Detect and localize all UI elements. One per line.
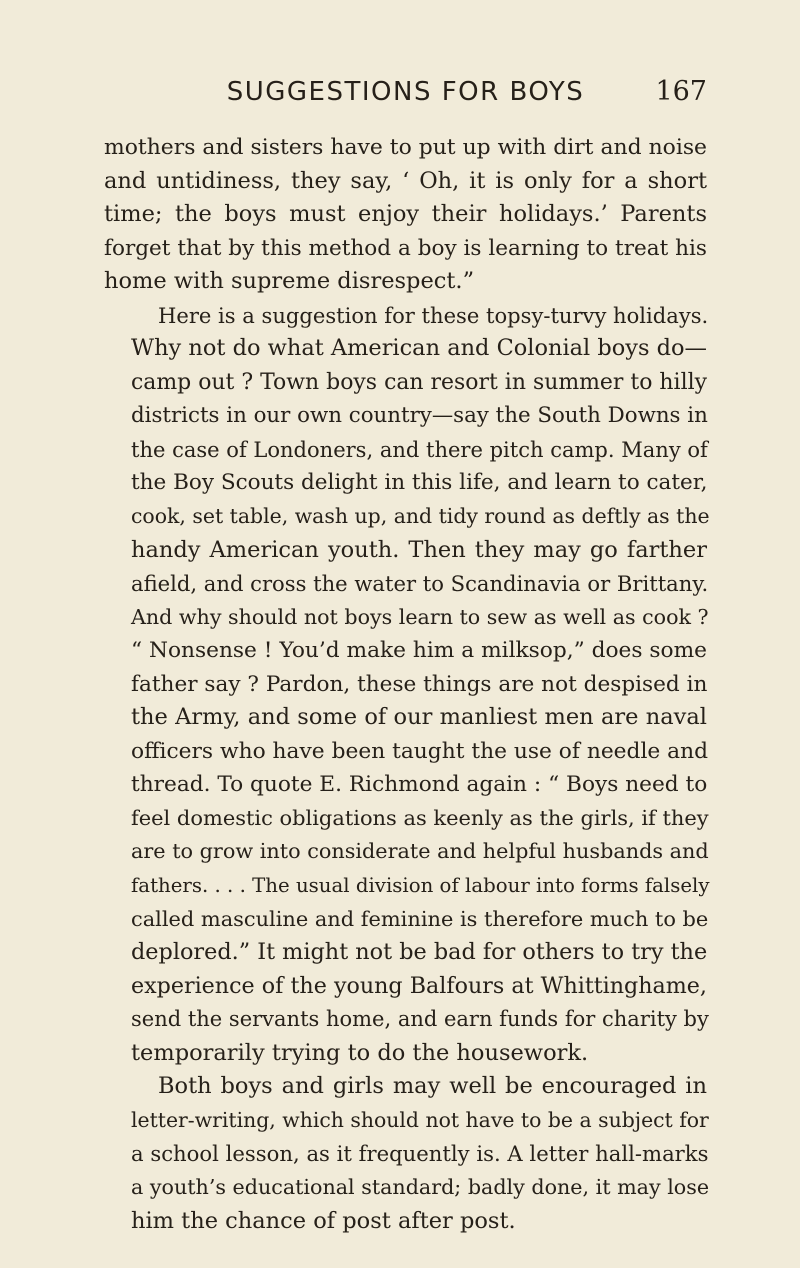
running-header — [104, 72, 707, 112]
text-line: are to grow into considerate and helpful husbands and — [131, 839, 709, 864]
text-line: a school lesson, as it frequently is. A letter hall-marks — [131, 1141, 709, 1167]
text-line: cook, set table, wash up, and tidy round as deftly as the — [131, 504, 710, 529]
text-line: thread. To quote E. Richmond again : “ Boys need to — [131, 772, 708, 798]
text-line: father say ? Pardon, these things are not despised in — [131, 671, 708, 697]
text-line: officers who have been taught the use of needle and — [131, 738, 709, 764]
paragraph-2 — [104, 299, 710, 1071]
body-text — [104, 131, 710, 1238]
text-line: called masculine and feminine is therefore much to be — [131, 906, 709, 931]
text-line: him the chance of post after post. — [131, 1207, 516, 1234]
text-line: And why should not boys learn to sew as well as cook ? — [131, 604, 709, 629]
text-line: time; the boys must enjoy their holidays.’ Parents — [104, 201, 707, 228]
text-line: deplored.” It might not be bad for others to try the — [131, 939, 708, 966]
text-line: mothers and sisters have to put up with dirt and noise — [104, 135, 707, 160]
text-line: Here is a suggestion for these topsy-turvy holidays. — [158, 302, 709, 328]
text-line: “ Nonsense ! You’d make him a milksop,” does some — [131, 638, 707, 664]
text-line: camp out ? Town boys can resort in summer to hilly — [131, 369, 707, 395]
paragraph-3 — [104, 1070, 710, 1238]
running-title: SUGGESTIONS FOR BOYS — [226, 77, 585, 107]
text-line: letter-writing, which should not have to be a subject for — [131, 1107, 709, 1132]
text-line: the case of Londoners, and there pitch camp. Many of — [131, 436, 708, 462]
text-line: send the servants home, and earn funds for charity by — [131, 1007, 709, 1032]
paragraph-1 — [104, 131, 707, 299]
text-line: Both boys and girls may well be encouraged in — [158, 1073, 707, 1100]
text-line: handy American youth. Then they may go farther — [131, 536, 707, 563]
text-line: temporarily trying to do the housework. — [131, 1039, 589, 1066]
text-line: fathers. . . . The usual division of labour into forms falsely — [131, 874, 710, 898]
text-line: afield, and cross the water to Scandinavia or Brittany. — [131, 571, 709, 597]
text-line: districts in our own country—say the South Downs in — [131, 403, 708, 429]
text-line: a youth’s educational standard; badly done, it may lose — [131, 1174, 710, 1199]
text-line: the Boy Scouts delight in this life, and learn to cater, — [131, 470, 708, 496]
text-line: experience of the young Balfours at Whittinghame, — [131, 972, 707, 999]
text-line: home with supreme disrespect.” — [104, 268, 475, 295]
page-number: 167 — [655, 76, 707, 107]
text-line: the Army, and some of our manliest men are naval — [131, 704, 707, 731]
text-line: and untidiness, they say, ‘ Oh, it is only for a short — [104, 167, 707, 194]
text-line: Why not do what American and Colonial boys do— — [131, 335, 707, 362]
text-line: forget that by this method a boy is learning to treat his — [104, 235, 707, 261]
text-line: feel domestic obligations as keenly as the girls, if they — [131, 805, 709, 830]
